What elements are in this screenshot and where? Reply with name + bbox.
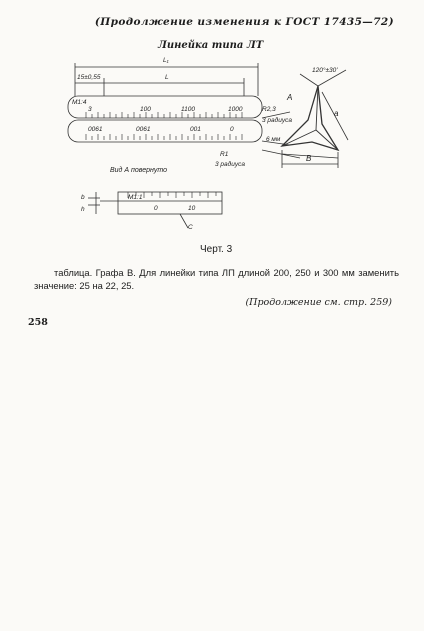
top-scale-label-4: 1000 xyxy=(228,106,243,113)
label-l: L xyxy=(165,74,169,81)
top-scale-label-2: 100 xyxy=(140,106,151,113)
label-point-a: A xyxy=(287,93,293,102)
label-offset: 15±0,55 xyxy=(77,74,101,81)
detail-label-h: h xyxy=(81,206,85,213)
label-radius-a-note: 3 радиуса xyxy=(262,117,292,124)
label-ruler-mark: М1:4 xyxy=(72,99,87,106)
detail-scale-mark: М1:1 xyxy=(128,194,143,201)
figure-caption: Черт. 3 xyxy=(200,244,233,255)
label-dim-h: 6 мм xyxy=(266,136,281,143)
bottom-scale-label-4: 0 xyxy=(230,126,234,133)
label-radius-b-note: 3 радиуса xyxy=(215,161,245,168)
detail-label-zero: 0 xyxy=(154,205,158,212)
detail-label-b: b xyxy=(81,194,85,201)
top-scale-label-1: 3 xyxy=(88,106,92,113)
page-number: 258 xyxy=(28,317,48,328)
detail-label-ten: 10 xyxy=(188,205,196,212)
label-dim-a: a xyxy=(334,109,339,118)
note-paragraph xyxy=(34,266,399,292)
view-label: Вид А повернуто xyxy=(110,167,168,174)
label-dim-b: B xyxy=(306,154,312,163)
technical-drawing xyxy=(0,0,424,250)
bottom-scale-label-2: 0061 xyxy=(136,126,151,133)
detail-label-c: C xyxy=(188,224,193,231)
label-l1: L₁ xyxy=(163,57,169,64)
top-scale-label-3: 1100 xyxy=(181,106,195,113)
label-radius-b: R1 xyxy=(220,151,229,158)
label-angle: 120°±30' xyxy=(312,67,338,74)
figure-title: Линейка типа ЛТ xyxy=(158,40,264,51)
note-text: таблица. Графа В. Для линейки типа ЛП длиной 200, 250 и 300 мм заменить значение: 25 на 22, 25. xyxy=(34,267,399,291)
bottom-scale-label-3: 001 xyxy=(190,126,201,133)
label-radius-a: R2,3 xyxy=(262,106,276,113)
bottom-scale-label-1: 0061 xyxy=(88,126,103,133)
continued-note: (Продолжение см. стр. 259) xyxy=(245,297,392,308)
page-header: (Продолжение изменения к ГОСТ 17435—72) xyxy=(94,16,394,28)
